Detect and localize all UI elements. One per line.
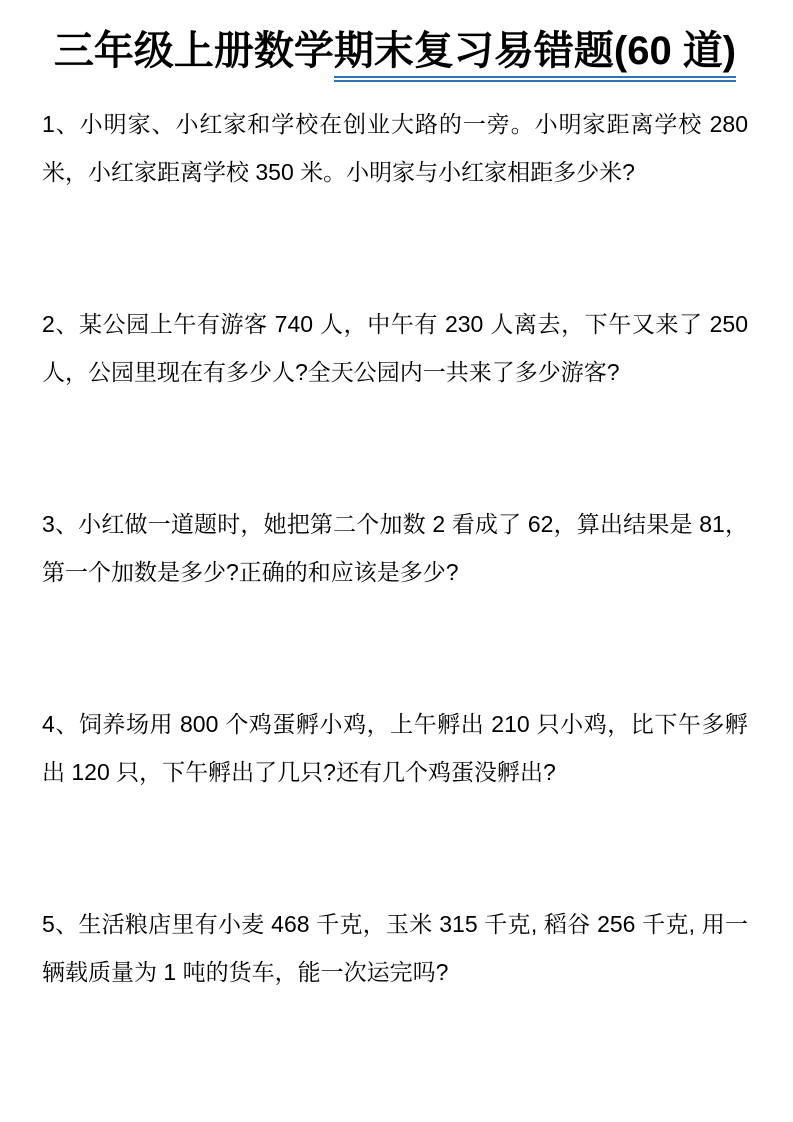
page-title bbox=[42, 28, 748, 74]
question-3: 3、小红做一道题时，她把第二个加数 2 看成了 62，算出结果是 81，第一个加数是多少?正确的和应该是多少? bbox=[42, 511, 748, 585]
question-1: 1、小明家、小红家和学校在创业大路的一旁。小明家距离学校 280 米，小红家距离学校 350 米。小明家与小红家相距多少米? bbox=[42, 111, 748, 185]
question-2: 2、某公园上午有游客 740 人，中午有 230 人离去，下午又来了 250 人，公园里现在有多少人?全天公园内一共来了多少游客? bbox=[42, 311, 748, 385]
page-title-plain-part: 三年级上册数学 bbox=[53, 29, 334, 73]
question-4: 4、饲养场用 800 个鸡蛋孵小鸡，上午孵出 210 只小鸡，比下午多孵出 120 只，下午孵出了几只?还有几个鸡蛋没孵出? bbox=[42, 711, 748, 785]
question-5: 5、生活粮店里有小麦 468 千克，玉米 315 千克, 稻谷 256 千克, 用一辆载质量为 1 吨的货车，能一次运完吗? bbox=[42, 911, 748, 985]
page-title-underlined-part: 期末复习易错题(60 道) bbox=[334, 29, 736, 82]
